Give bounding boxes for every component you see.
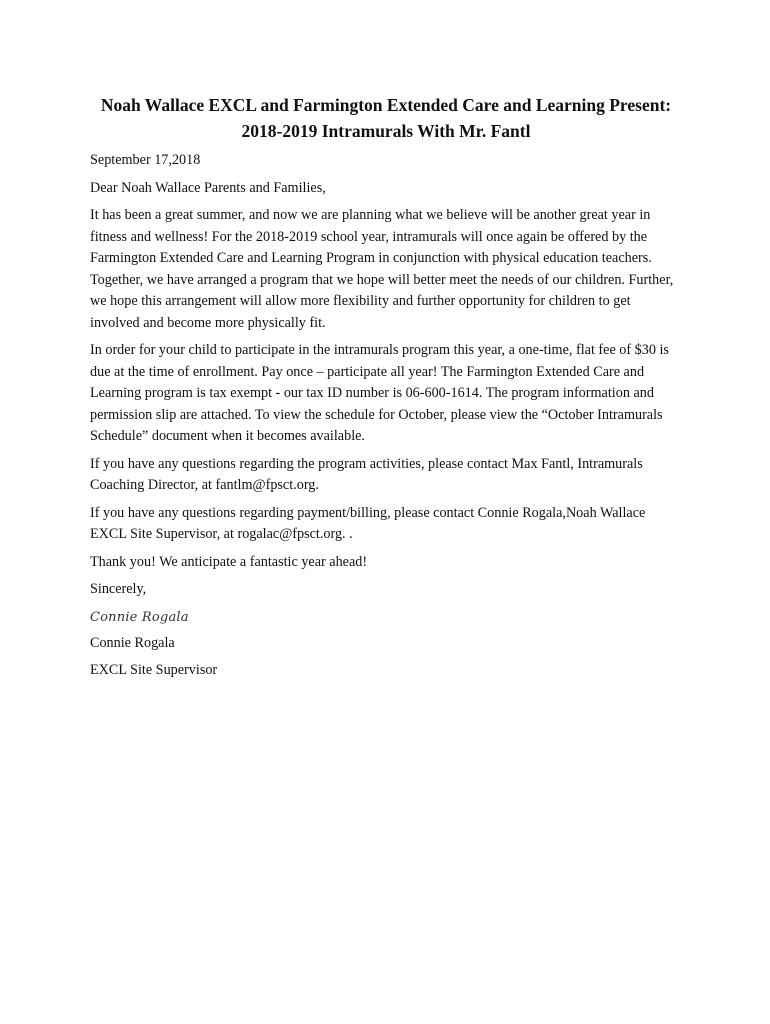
- paragraph-fees: In order for your child to participate in the intramurals program this year, a one-time, flat fee of $30 is due at the time of enrollment. Pay once – participate all year! The Farmington Extended Care and Learning program is tax exempt - our tax ID number is 06-600-1614. The program information and permission slip are attached. To view the schedule for October, please view the “October Intramurals Schedule” document when it becomes available.: [90, 342, 669, 444]
- thank-you-line: Thank you! We anticipate a fantastic year ahead!: [90, 553, 368, 570]
- letter-date: September 17,2018: [90, 152, 201, 168]
- title-line-1: Noah Wallace EXCL and Farmington Extended Care and Learning Present:: [100, 95, 672, 115]
- letter-title: [84, 92, 688, 144]
- salutation: Dear Noah Wallace Parents and Families,: [90, 179, 326, 196]
- closing: Sincerely,: [90, 581, 147, 597]
- signer-name: Connie Rogala: [90, 634, 175, 651]
- paragraph-activities-contact: If you have any questions regarding the program activities, please contact Max Fantl, Intramurals Coaching Director, at fantlm@fpsct.org.: [90, 455, 643, 493]
- signer-title: EXCL Site Supervisor: [90, 662, 218, 678]
- paragraph-intro: It has been a great summer, and now we are planning what we believe will be another great year in fitness and wellness! For the 2018-2019 school year, intramurals will once again be offered by the Farmington Extended Care and Learning Program in conjunction with physical education teachers. Together, we have arranged a program that we hope will better meet the needs of our children. Further, we hope this arrangement will allow more flexibility and further opportunity for children to get involved and become more physically fit.: [90, 207, 674, 331]
- letter-body: [90, 92, 682, 688]
- handwritten-signature: Connie Rogala: [90, 609, 189, 625]
- paragraph-billing-contact: If you have any questions regarding payment/billing, please contact Connie Rogala,Noah Wallace EXCL Site Supervisor, at rogalac@fpsct.org. .: [90, 504, 646, 542]
- title-line-2: 2018-2019 Intramurals With Mr. Fantl: [241, 121, 531, 141]
